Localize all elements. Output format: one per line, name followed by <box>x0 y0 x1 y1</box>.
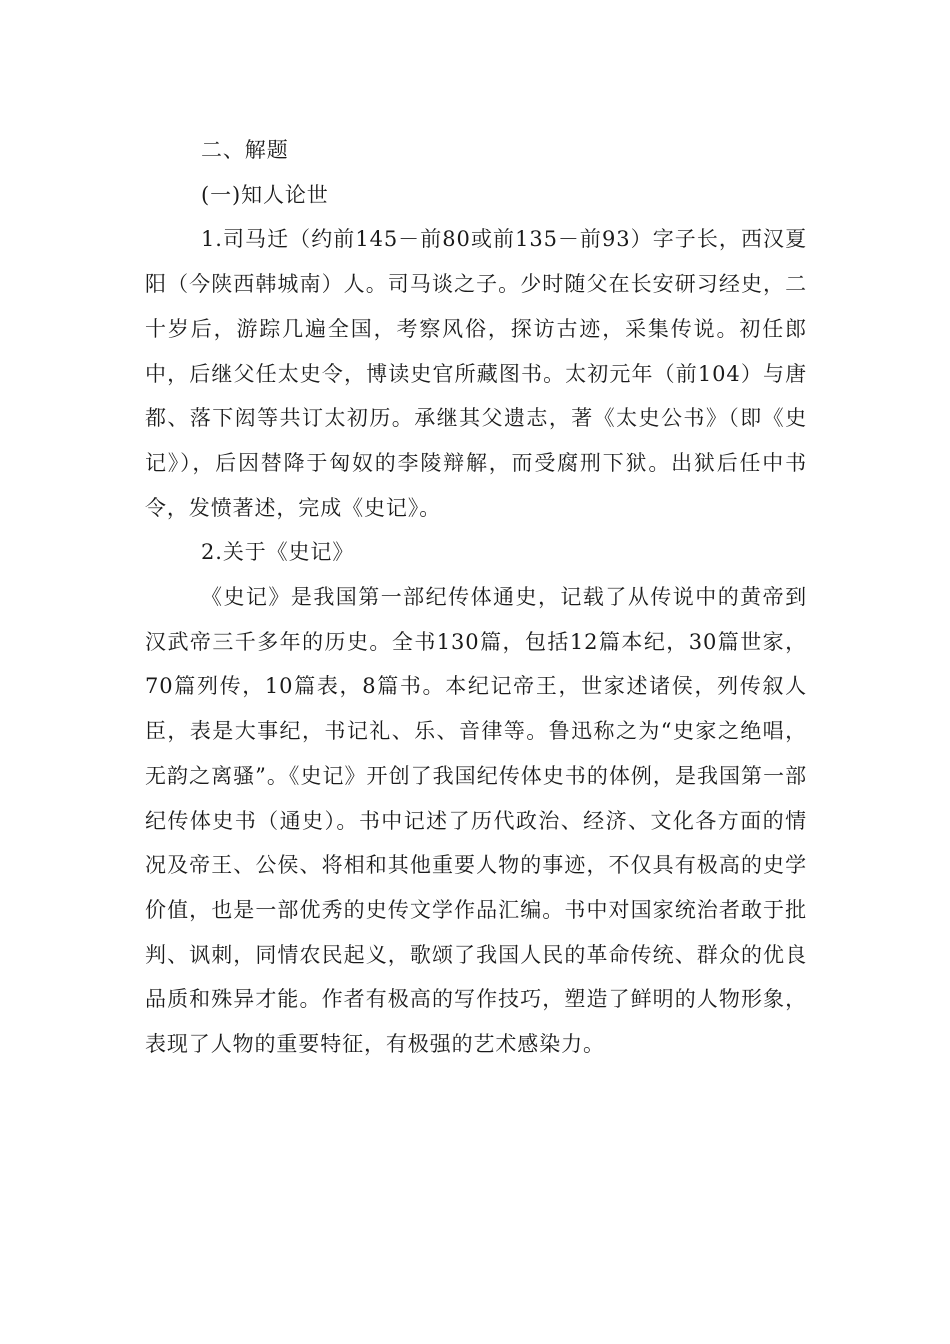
paragraph-sima-qian: 1.司马迁（约前145－前80或前135－前93）字子长，西汉夏阳（今陕西韩城南）人。司马谈之子。少时随父在长安研习经史，二十岁后，游踪几遍全国，考察风俗，探访古迹，采集传说。初任郎中，后继父任太史令，博读史官所藏图书。太初元年（前104）与唐都、落下闳等共订太初历。承继其父遗志，著《太史公书》（即《史记》），后因替降于匈奴的李陵辩解，而受腐刑下狱。出狱后任中书令，发愤著述，完成《史记》。 <box>145 227 807 520</box>
document-body <box>145 128 807 1067</box>
paragraph-shiji: 《史记》是我国第一部纪传体通史，记载了从传说中的黄帝到汉武帝三千多年的历史。全书130篇，包括12篇本纪，30篇世家，70篇列传，10篇表，8篇书。本纪记帝王，世家述诸侯，列传叙人臣，表是大事纪，书记礼、乐、音律等。鲁迅称之为“史家之绝唱，无韵之离骚”。《史记》开创了我国纪传体史书的体例，是我国第一部纪传体史书（通史）。书中记述了历代政治、经济、文化各方面的情况及帝王、公侯、将相和其他重要人物的事迹，不仅具有极高的史学价值，也是一部优秀的史传文学作品汇编。书中对国家统治者敢于批判、讽刺，同情农民起义，歌颂了我国人民的革命传统、群众的优良品质和殊异才能。作者有极高的写作技巧，塑造了鲜明的人物形象，表现了人物的重要特征，有极强的艺术感染力。 <box>145 585 807 1057</box>
item-heading-shiji: 2.关于《史记》 <box>201 540 355 565</box>
subsection-heading: (一)知人论世 <box>201 182 329 207</box>
section-heading: 二、解题 <box>201 138 289 162</box>
